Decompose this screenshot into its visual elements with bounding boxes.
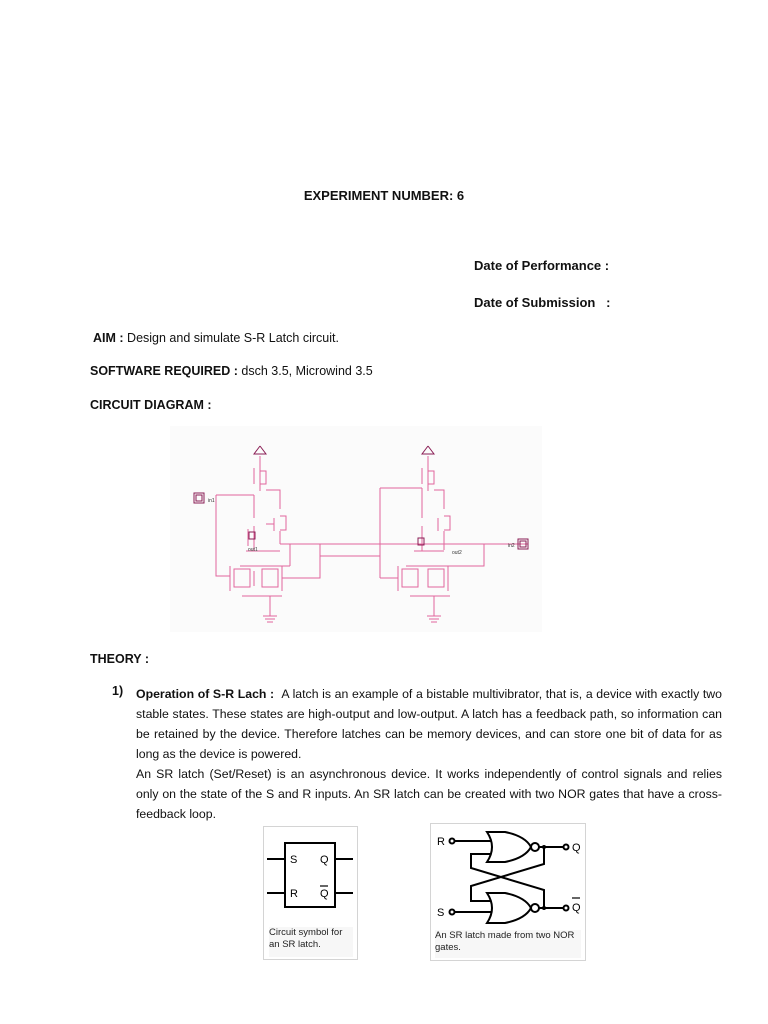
- date-of-submission: Date of Submission :: [474, 295, 611, 310]
- nor-caption: An SR latch made from two NOR gates.: [435, 930, 581, 958]
- theory-para-2: An SR latch (Set/Reset) is an asynchronous device. It works independently of control signals and relies only on the state of the S and R inputs. An SR latch can be created with two NOR gates that have a cross-feedback loop.: [136, 767, 722, 821]
- nor-qbar-pin: Q: [572, 902, 581, 914]
- sr-symbol-figure: [263, 826, 358, 960]
- theory-heading: THEORY :: [90, 652, 150, 666]
- nor-gate-latch-icon: [431, 824, 585, 928]
- theory-para-1: [136, 684, 722, 764]
- symbol-r-pin: R: [290, 888, 298, 900]
- aim-label: AIM :: [93, 331, 124, 345]
- theory-para-1-text: A latch is an example of a bistable multivibrator, that is, a device with exactly two stable states. These states are high-output and low-output. A latch has a feedback path, so information can be retained by the device. Therefore latches can be memory devices, and can store one bit of data for as long as the device is powered.: [136, 687, 722, 761]
- in1-label: in1: [208, 498, 215, 504]
- nor-latch-figure: [430, 823, 586, 961]
- software-label: SOFTWARE REQUIRED :: [90, 364, 238, 378]
- nor-r-pin: R: [437, 836, 445, 848]
- out1-label: out1: [248, 547, 258, 553]
- sr-latch-cmos-schematic: [170, 426, 542, 632]
- nor-q-pin: Q: [572, 842, 581, 854]
- date-of-performance: Date of Performance :: [474, 258, 610, 273]
- sr-latch-symbol-icon: [264, 827, 357, 925]
- aim-text: Design and simulate S-R Latch circuit.: [123, 331, 339, 345]
- out2-label: out2: [452, 550, 462, 556]
- nor-s-pin: S: [437, 907, 445, 919]
- symbol-q-pin: Q: [320, 854, 329, 866]
- in2-label: in2: [508, 543, 515, 549]
- aim-line: [93, 331, 339, 345]
- theory-item: [136, 684, 722, 824]
- theory-item-number: 1): [112, 684, 124, 698]
- experiment-title: EXPERIMENT NUMBER: 6: [303, 188, 465, 203]
- theory-item-title: Operation of S-R Lach :: [136, 687, 275, 701]
- symbol-caption: Circuit symbol for an SR latch.: [269, 927, 353, 957]
- software-line: [90, 364, 373, 378]
- symbol-s-pin: S: [290, 854, 298, 866]
- circuit-diagram-heading: CIRCUIT DIAGRAM :: [90, 398, 212, 412]
- software-text: dsch 3.5, Microwind 3.5: [237, 364, 373, 378]
- symbol-qbar-pin: Q: [320, 888, 329, 900]
